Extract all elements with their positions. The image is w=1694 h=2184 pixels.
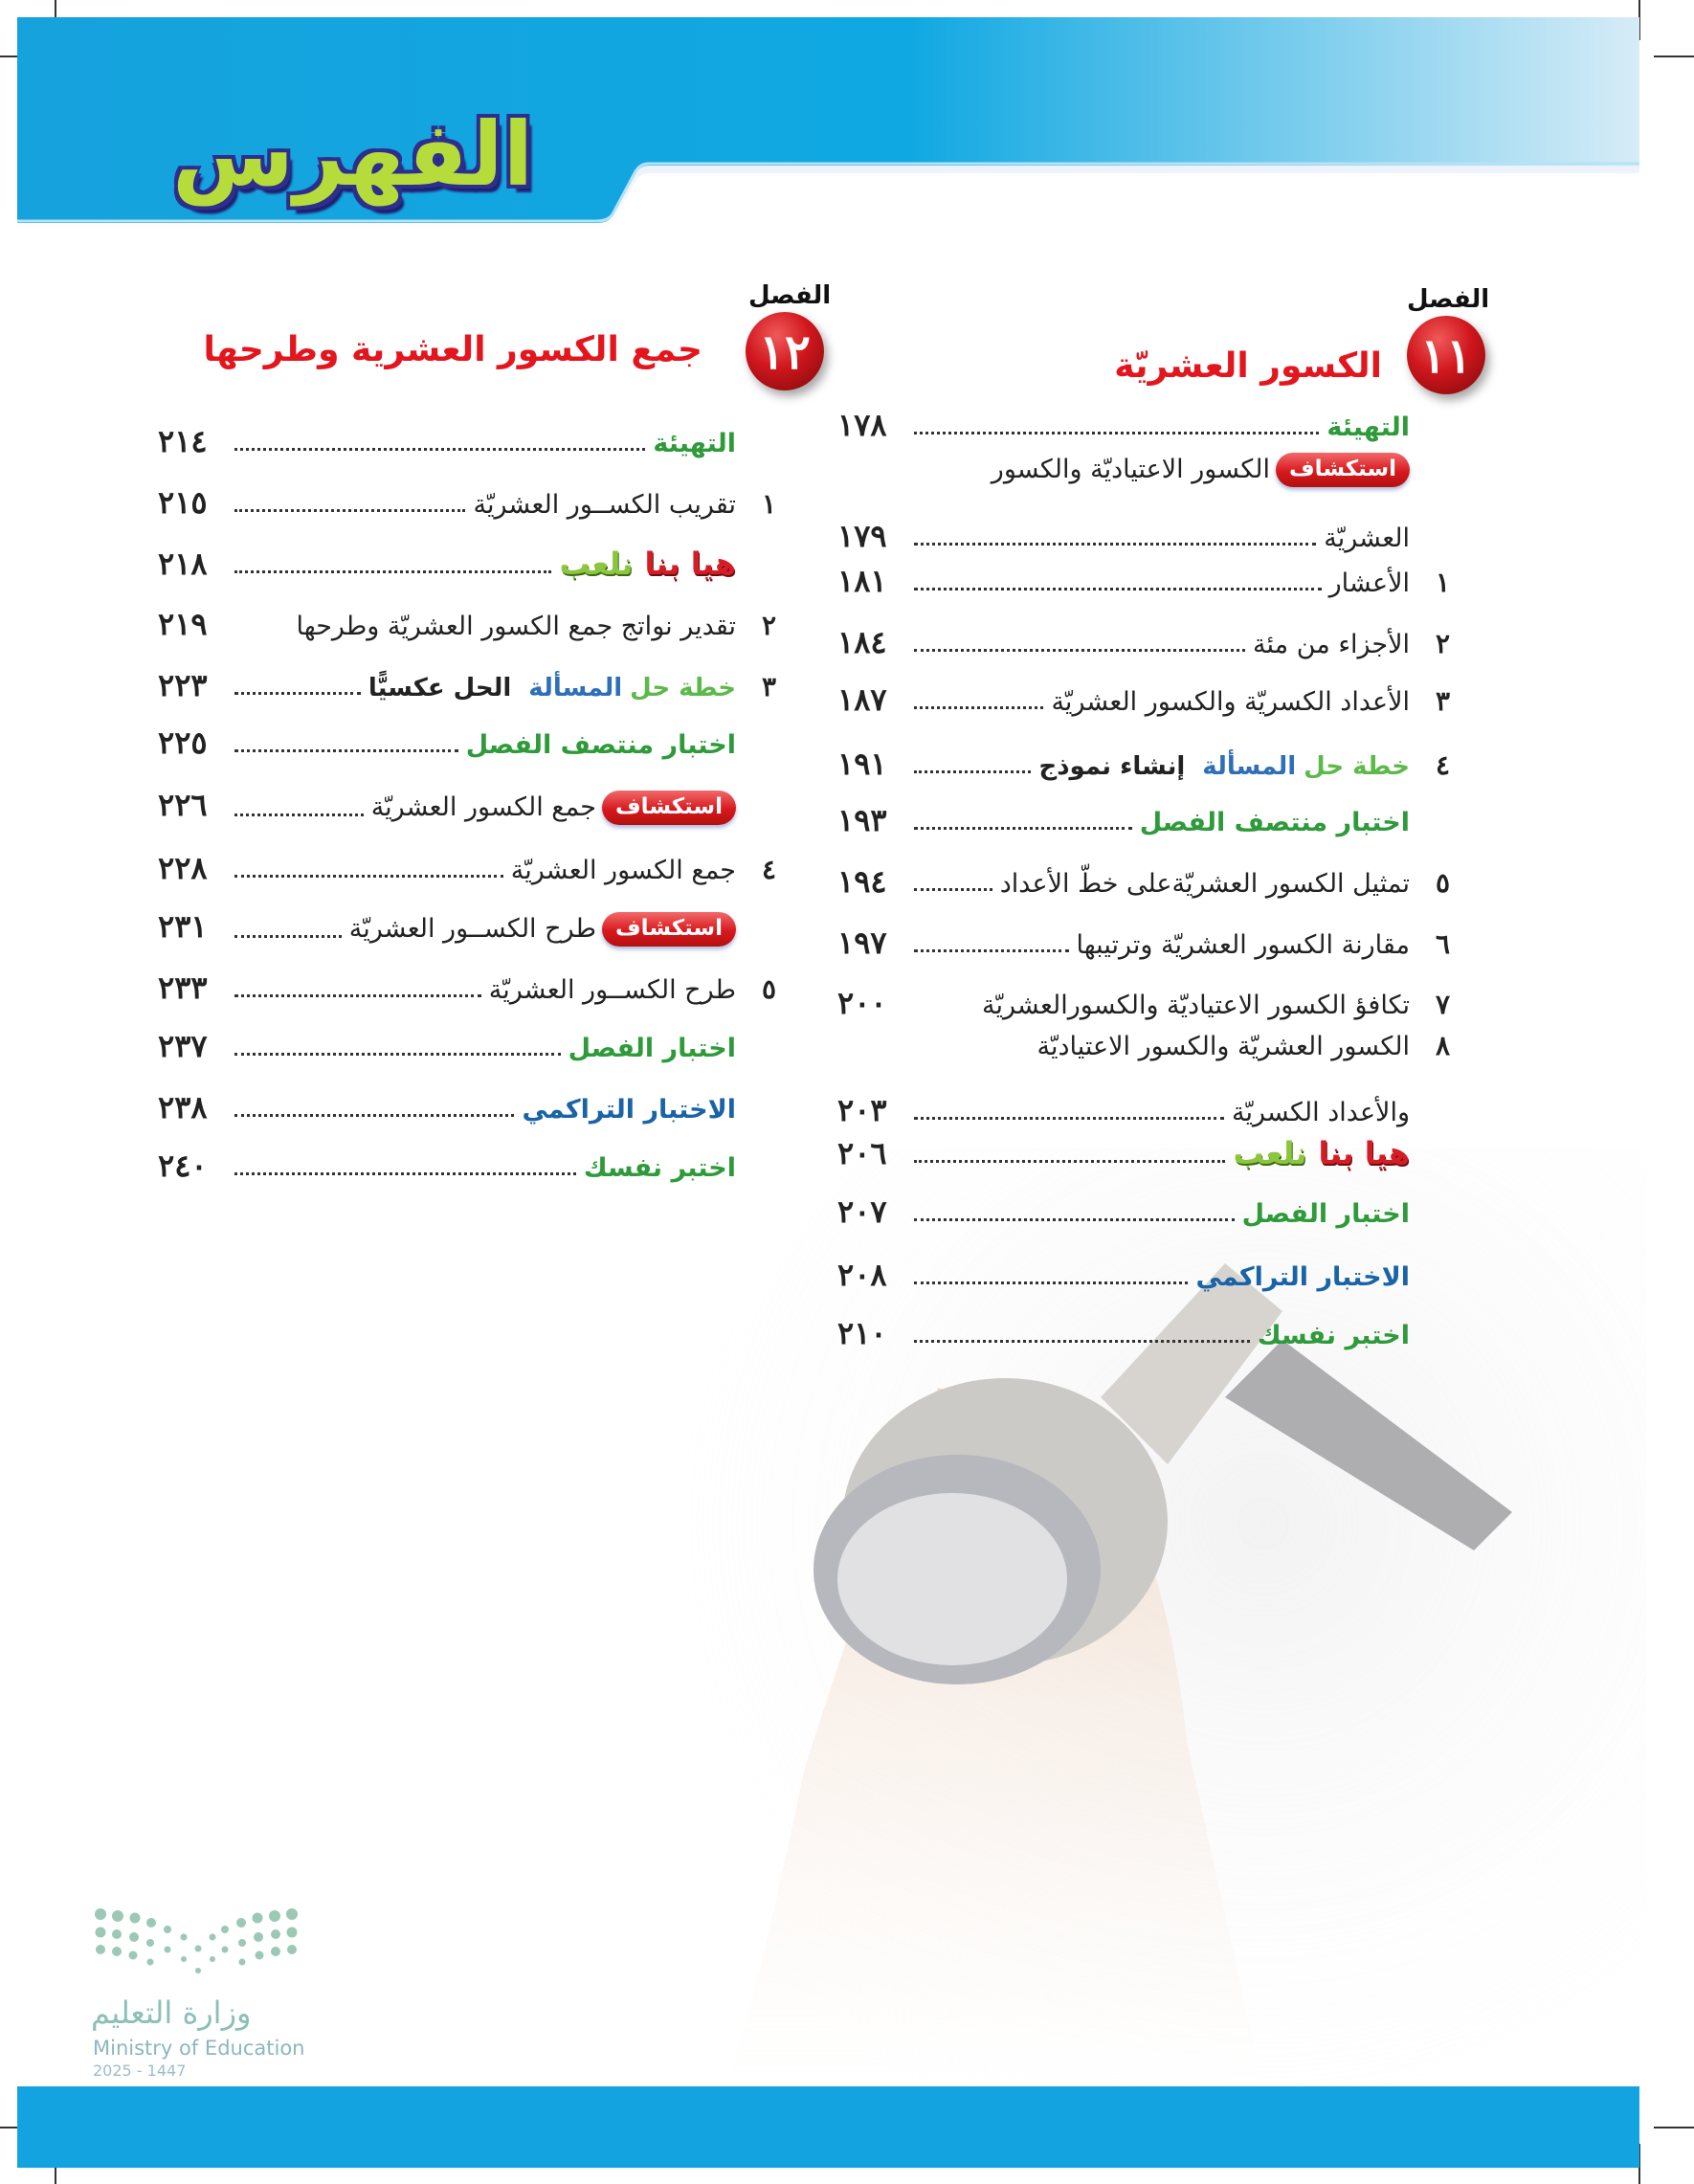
leader-dots — [914, 543, 1316, 546]
entry-title: طرح الكســور العشريّة — [488, 975, 736, 1005]
lesson-number: ٨ — [1435, 1030, 1450, 1061]
lesson-number: ٤ — [1435, 749, 1450, 781]
leader-dots — [234, 935, 342, 938]
entry-title: والأعداد الكسريّة — [1232, 1098, 1410, 1127]
page-number: ٢٠٨ — [837, 1257, 887, 1293]
page-number: ٢١٤ — [158, 423, 208, 459]
entry-title: جمع الكسور العشريّة — [510, 856, 736, 885]
chapter-number-badge: ١٢ — [746, 312, 824, 390]
page-number: ١٩٣ — [837, 802, 887, 838]
toc-entry[interactable] — [837, 925, 1450, 961]
leader-dots — [914, 1281, 1188, 1284]
toc-entry[interactable] — [837, 863, 1450, 900]
leader-dots — [914, 706, 1043, 709]
toc-entry[interactable] — [837, 1193, 1450, 1230]
toc-entry[interactable] — [837, 563, 1450, 599]
explore-badge: استكشاف — [1276, 453, 1410, 487]
entry-title: الاختبار التراكمي — [522, 1095, 736, 1125]
toc-entry[interactable] — [837, 985, 1450, 1021]
page-number: ١٨٧ — [837, 681, 887, 718]
toc-entry[interactable] — [158, 1148, 776, 1184]
strategy-label: خطة حل — [1304, 752, 1410, 781]
leader-dots — [914, 1340, 1250, 1343]
entry-title: التهيئة — [653, 429, 736, 458]
toc-entry[interactable] — [158, 484, 776, 521]
page-number: ٢٠٧ — [837, 1193, 887, 1230]
page-number: ٢١٨ — [158, 546, 208, 582]
entry-title: الكسور الاعتياديّة والكسور — [991, 455, 1270, 484]
ministry-name-english: Ministry of Education — [93, 2037, 305, 2060]
page-number: ٢٠٦ — [837, 1135, 887, 1171]
leader-dots — [234, 875, 503, 878]
toc-entry[interactable] — [837, 1135, 1450, 1171]
explore-badge: استكشاف — [602, 791, 736, 825]
leader-dots — [914, 1218, 1235, 1221]
toc-entry[interactable] — [158, 969, 776, 1006]
leader-dots — [234, 749, 458, 752]
page-number: ٢٠٠ — [837, 985, 887, 1021]
toc-entry[interactable] — [837, 1315, 1450, 1351]
entry-title: الأعداد الكسريّة والكسور العشريّة — [1051, 687, 1410, 717]
page-number: ٢٣٣ — [158, 969, 208, 1006]
entry-title: الكسور العشريّة والكسور الاعتياديّة — [1036, 1032, 1410, 1061]
toc-entry[interactable] — [158, 546, 776, 582]
lesson-number: ٧ — [1435, 989, 1450, 1020]
chapter-title: جمع الكسور العشرية وطرحها — [203, 330, 702, 369]
page-number: ١٨٤ — [837, 624, 887, 660]
lesson-number: ٥ — [761, 973, 776, 1005]
toc-entry[interactable] — [158, 667, 776, 703]
lesson-number: ٢ — [1435, 628, 1450, 659]
entry-title: تكافؤ الكسور الاعتياديّة والكسورالعشريّة — [982, 991, 1410, 1020]
ministry-logo-icon — [91, 1908, 301, 1975]
leader-dots — [914, 588, 1322, 591]
page-number: ٢١٠ — [837, 1315, 887, 1351]
entry-title: اختبار منتصف الفصل — [465, 730, 736, 760]
lesson-number: ١ — [1435, 567, 1450, 598]
leader-dots — [234, 1053, 561, 1056]
chapter-label: الفصل — [1407, 285, 1490, 314]
game-label: هيا بنا — [1318, 1135, 1410, 1171]
page-title: الفهرس — [172, 103, 534, 206]
leader-dots — [234, 448, 645, 451]
game-label: نلعب — [1233, 1135, 1307, 1171]
page-number: ٢٢٥ — [158, 724, 208, 761]
ministry-name-arabic: وزارة التعليم — [91, 1995, 252, 2031]
toc-entry[interactable] — [158, 606, 776, 642]
toc-entry[interactable] — [837, 1030, 1450, 1061]
entry-title: اختبار منتصف الفصل — [1139, 808, 1410, 837]
leader-dots — [234, 813, 364, 816]
page-number: ٢١٥ — [158, 484, 208, 521]
crop-mark — [1654, 56, 1694, 57]
toc-entry[interactable] — [158, 724, 776, 761]
entry-title: الحل عكسيًّا — [368, 674, 512, 702]
toc-entry[interactable] — [158, 850, 776, 886]
leader-dots — [914, 949, 1069, 952]
entry-title: الأعشار — [1328, 568, 1410, 598]
page-number: ٢٢٦ — [158, 787, 208, 823]
leader-dots — [914, 770, 1031, 773]
game-label: نلعب — [559, 546, 634, 582]
leader-dots — [234, 1172, 576, 1175]
leader-dots — [914, 432, 1319, 435]
entry-title: الاختبار التراكمي — [1195, 1262, 1410, 1292]
lesson-number: ١ — [761, 488, 776, 520]
toc-entry[interactable] — [837, 746, 1450, 782]
game-label: هيا بنا — [644, 546, 736, 582]
leader-dots — [234, 994, 481, 997]
footer-band — [17, 2086, 1639, 2168]
lesson-number: ٣ — [1435, 685, 1450, 717]
toc-entry[interactable] — [837, 407, 1450, 443]
leader-dots — [914, 827, 1132, 830]
toc-entry-continuation[interactable] — [837, 518, 1450, 554]
toc-entry[interactable] — [837, 624, 1450, 660]
toc-entry[interactable] — [158, 1028, 776, 1064]
lesson-number: ٥ — [1435, 867, 1450, 899]
page-number: ١٩٧ — [837, 925, 887, 961]
page-number: ١٩١ — [837, 746, 887, 782]
entry-title: اختبار الفصل — [568, 1034, 736, 1063]
page-number: ١٨١ — [837, 563, 887, 599]
page-number: ٢٠٣ — [837, 1092, 887, 1128]
leader-dots — [234, 509, 465, 512]
explore-badge: استكشاف — [602, 912, 736, 947]
lesson-number: ٦ — [1435, 928, 1450, 960]
edition-year: 2025 - 1447 — [93, 2061, 187, 2080]
leader-dots — [234, 570, 551, 573]
toc-entry[interactable] — [158, 908, 776, 948]
leader-dots — [234, 1114, 514, 1117]
toc-entry[interactable] — [837, 455, 1450, 489]
page-number: ٢٤٠ — [158, 1148, 208, 1184]
entry-title: اختبر نفسك — [1257, 1321, 1410, 1350]
entry-title: تقريب الكســور العشريّة — [473, 490, 736, 520]
lesson-number: ٣ — [761, 671, 776, 702]
entry-title: جمع الكسور العشريّة — [370, 792, 596, 822]
leader-dots — [234, 692, 361, 695]
toc-entry-continuation[interactable] — [837, 1092, 1450, 1128]
page-number: ٢١٩ — [158, 606, 208, 642]
page-number: ١٧٨ — [837, 407, 887, 443]
chapter-title: الكسور العشريّة — [1114, 346, 1382, 386]
strategy-label: خطة حل — [630, 674, 736, 702]
entry-title: اختبار الفصل — [1241, 1199, 1410, 1229]
lesson-number: ٤ — [761, 854, 776, 885]
entry-title: اختبر نفسك — [583, 1153, 736, 1183]
chapter-number-badge: ١١ — [1407, 316, 1485, 394]
entry-title: التهيئة — [1326, 412, 1410, 442]
lesson-number: ٢ — [761, 610, 776, 641]
entry-title: إنشاء نموذج — [1038, 752, 1186, 781]
leader-dots — [914, 1117, 1224, 1120]
entry-title: مقارنة الكسور العشريّة وترتيبها — [1076, 930, 1410, 960]
page-number: ٢٣٧ — [158, 1028, 208, 1064]
entry-title: طرح الكســور العشريّة — [348, 914, 596, 944]
chapter-label: الفصل — [748, 281, 832, 310]
page-number: ٢٢٨ — [158, 850, 208, 886]
toc-entry[interactable] — [837, 681, 1450, 718]
entry-title: العشريّة — [1324, 524, 1410, 553]
strategy-label: المسألة — [1202, 752, 1297, 781]
entry-title: تمثيل الكسور العشريّةعلى خطّ الأعداد — [999, 869, 1410, 899]
toc-entry[interactable] — [837, 802, 1450, 838]
crop-mark — [1654, 2127, 1694, 2128]
entry-title: تقدير نواتج جمع الكسور العشريّة وطرحها — [296, 612, 736, 641]
strategy-label: المسألة — [528, 674, 623, 702]
page-number: ٢٢٣ — [158, 667, 208, 703]
toc-entry[interactable] — [158, 423, 776, 459]
toc-entry[interactable] — [158, 1089, 776, 1125]
toc-entry[interactable] — [158, 787, 776, 827]
page-number: ٢٣١ — [158, 908, 208, 945]
toc-entry[interactable] — [837, 1257, 1450, 1293]
leader-dots — [914, 1160, 1225, 1163]
page-number: ١٩٤ — [837, 863, 887, 900]
page-number: ١٧٩ — [837, 518, 887, 554]
leader-dots — [914, 649, 1245, 652]
leader-dots — [914, 888, 992, 891]
entry-title: الأجزاء من مئة — [1253, 630, 1410, 659]
page-number: ٢٣٨ — [158, 1089, 208, 1125]
